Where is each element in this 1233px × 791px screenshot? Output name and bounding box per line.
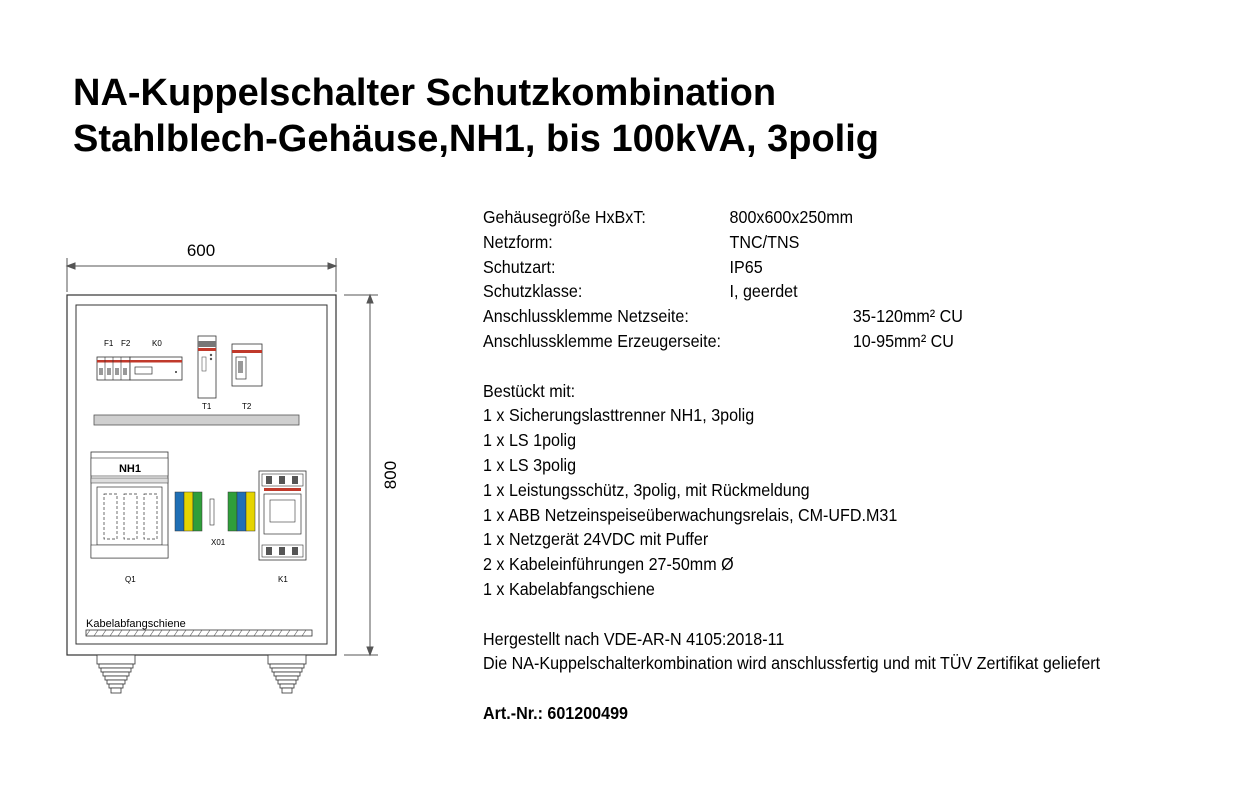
cable-gland-right: [268, 655, 306, 693]
height-dim-label: 800: [381, 460, 400, 490]
spec-row: [483, 255, 1100, 280]
spec-row: [483, 205, 1100, 230]
breakers-f1-f2-k0: [97, 357, 182, 380]
cable-clamp-rail: [86, 630, 312, 636]
spec-label: Netzform:: [483, 231, 553, 252]
label-t2: T2: [242, 402, 252, 411]
label-f2: F2: [121, 339, 131, 348]
terminal-block-x01: [175, 492, 255, 531]
label-x01: X01: [211, 538, 226, 547]
spec-value: IP65: [729, 256, 763, 277]
title-line-2: Stahlblech-Gehäuse,NH1, bis 100kVA, 3polig: [73, 118, 879, 160]
equipped-item: 1 x Sicherungslasttrenner NH1, 3polig: [483, 405, 755, 426]
article-number: Art.-Nr.: 601200499: [483, 702, 629, 723]
equipped-item: 1 x Leistungsschütz, 3polig, mit Rückmeldung: [483, 479, 810, 500]
equipped-heading: Bestückt mit:: [483, 380, 576, 401]
equipped-item: 1 x ABB Netzeinspeiseüberwachungsrelais, CM-UFD.M31: [483, 504, 898, 525]
equipped-item: 2 x Kabeleinführungen 27-50mm Ø: [483, 554, 734, 575]
manufactured-note: Hergestellt nach VDE-AR-N 4105:2018-11: [483, 628, 785, 649]
spec-label: Schutzklasse:: [483, 281, 583, 302]
label-k1: K1: [278, 575, 288, 584]
cable-duct: [94, 415, 299, 425]
contactor-k1: [259, 471, 306, 560]
label-q1: Q1: [125, 575, 136, 584]
terminal-value: 35-120mm² CU: [852, 306, 963, 327]
spec-row: [483, 230, 1100, 255]
height-dimension: [344, 295, 378, 655]
width-dim-label: 600: [186, 241, 216, 260]
power-supply-t1: [198, 336, 216, 398]
terminal-row: [483, 304, 1100, 329]
terminal-label: Anschlussklemme Netzseite:: [483, 306, 689, 327]
width-dimension: [67, 258, 336, 292]
spec-value: 800x600x250mm: [729, 207, 854, 227]
spec-block: [483, 205, 1100, 726]
label-nh1: NH1: [118, 463, 142, 475]
label-f1: F1: [104, 339, 114, 348]
spec-label: Gehäusegröße HxBxT:: [483, 207, 646, 227]
label-k0: K0: [152, 339, 162, 348]
equipped-item: 1 x Kabelabfangschiene: [483, 578, 655, 599]
equipped-item: 1 x LS 3polig: [483, 454, 577, 475]
terminal-label: Anschlussklemme Erzeugerseite:: [483, 330, 722, 351]
title-line-1: NA-Kuppelschalter Schutzkombination: [73, 72, 777, 114]
label-rail: Kabelabfangschiene: [86, 618, 186, 630]
terminal-value: 10-95mm² CU: [852, 330, 954, 351]
spec-label: Schutzart:: [483, 256, 556, 277]
equipped-item: 1 x Netzgerät 24VDC mit Puffer: [483, 529, 709, 550]
spec-value: TNC/TNS: [729, 231, 800, 252]
spec-row: [483, 279, 1100, 304]
spec-value: I, geerdet: [729, 281, 798, 302]
terminal-row: [483, 329, 1100, 354]
equipped-item: 1 x LS 1polig: [483, 430, 577, 451]
relay-t2: [232, 344, 262, 386]
delivery-note: Die NA-Kuppelschalterkombination wird anschlussfertig und mit TÜV Zertifikat geliefert: [483, 653, 1101, 674]
cable-gland-left: [97, 655, 135, 693]
label-t1: T1: [202, 402, 212, 411]
